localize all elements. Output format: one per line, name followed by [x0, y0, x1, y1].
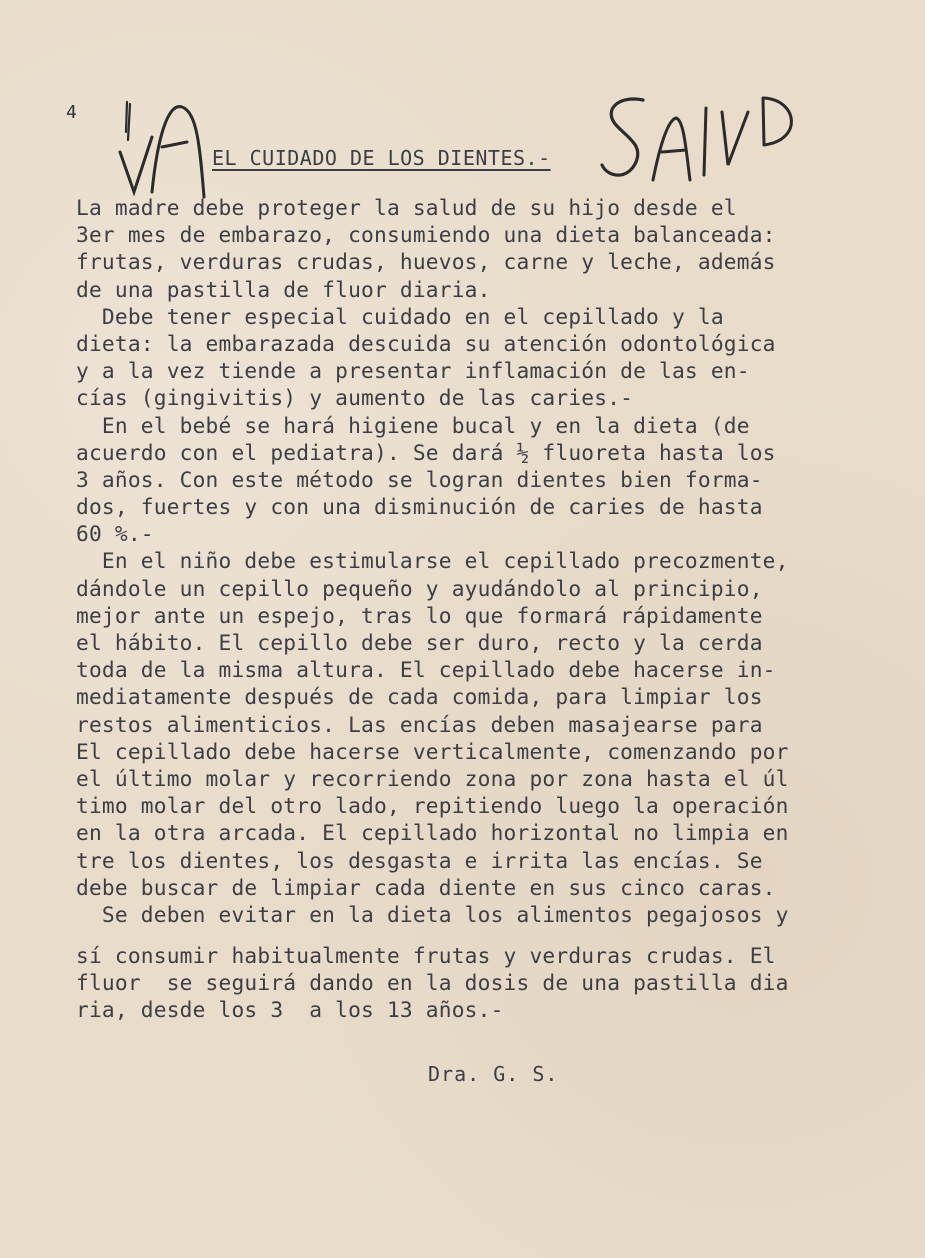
text-line: sí consumir habitualmente frutas y verduras crudas. El — [76, 943, 776, 969]
text-line: tre los dientes, los desgasta e irrita las encías. Se — [76, 847, 763, 873]
handwritten-la — [112, 92, 212, 202]
handwritten-salud — [598, 90, 813, 185]
text-line: mediatamente después de cada comida, para limpiar los — [76, 684, 763, 710]
blank-line — [76, 928, 906, 942]
text-line: timo molar del otro lado, repitiendo luego la operación — [76, 793, 789, 819]
text-line: En el niño debe estimularse el cepillado precozmente, — [76, 548, 789, 574]
text-line: 3er mes de embarazo, consumiendo una dieta balanceada: — [76, 222, 776, 248]
page-number: 4 — [66, 102, 77, 123]
text-line: y a la vez tiende a presentar inflamación de las en- — [76, 358, 750, 384]
text-line: 3 años. Con este método se logran dientes bien forma- — [76, 466, 763, 492]
text-line: toda de la misma altura. El cepillado debe hacerse in- — [76, 657, 776, 683]
text-line: cías (gingivitis) y aumento de las caries.- — [76, 385, 634, 411]
article-title: EL CUIDADO DE LOS DIENTES.- — [212, 146, 551, 170]
text-line: acuerdo con el pediatra). Se dará ½ fluoreta hasta los — [76, 439, 776, 465]
text-line: el hábito. El cepillo debe ser duro, recto y la cerda — [76, 630, 763, 655]
text-line: mejor ante un espejo, tras lo que formará rápidamente — [76, 602, 763, 628]
text-line: dos, fuertes y con una disminución de caries de hasta — [76, 494, 763, 520]
text-line: Se deben evitar en la dieta los alimentos pegajosos y — [76, 901, 789, 927]
text-line: el último molar y recorriendo zona por zona hasta el úl — [76, 765, 789, 791]
text-line: Debe tener especial cuidado en el cepillado y la — [76, 303, 724, 329]
text-line: en la otra arcada. El cepillado horizontal no limpia en — [76, 820, 789, 846]
text-line: La madre debe proteger la salud de su hijo desde el — [76, 195, 737, 220]
text-line: frutas, verduras crudas, huevos, carne y leche, además — [76, 249, 776, 275]
text-line: 60 %.- — [76, 521, 154, 547]
text-line: de una pastilla de fluor diaria. — [76, 276, 491, 302]
text-line: dieta: la embarazada descuida su atención odontológica — [76, 330, 776, 356]
text-line: ria, desde los 3 a los 13 años.- — [76, 997, 504, 1023]
text-line: dándole un cepillo pequeño y ayudándolo al principio, — [76, 575, 763, 601]
article-body — [76, 194, 906, 1024]
signature: Dra. G. S. — [428, 1062, 559, 1086]
text-line: debe buscar de limpiar cada diente en sus cinco caras. — [76, 874, 776, 900]
text-line: restos alimenticios. Las encías deben masajearse para — [76, 711, 763, 737]
text-line: El cepillado debe hacerse verticalmente, comenzando por — [76, 738, 789, 764]
text-line: fluor se seguirá dando en la dosis de una pastilla dia — [76, 970, 789, 996]
text-line: En el bebé se hará higiene bucal y en la dieta (de — [76, 412, 750, 438]
